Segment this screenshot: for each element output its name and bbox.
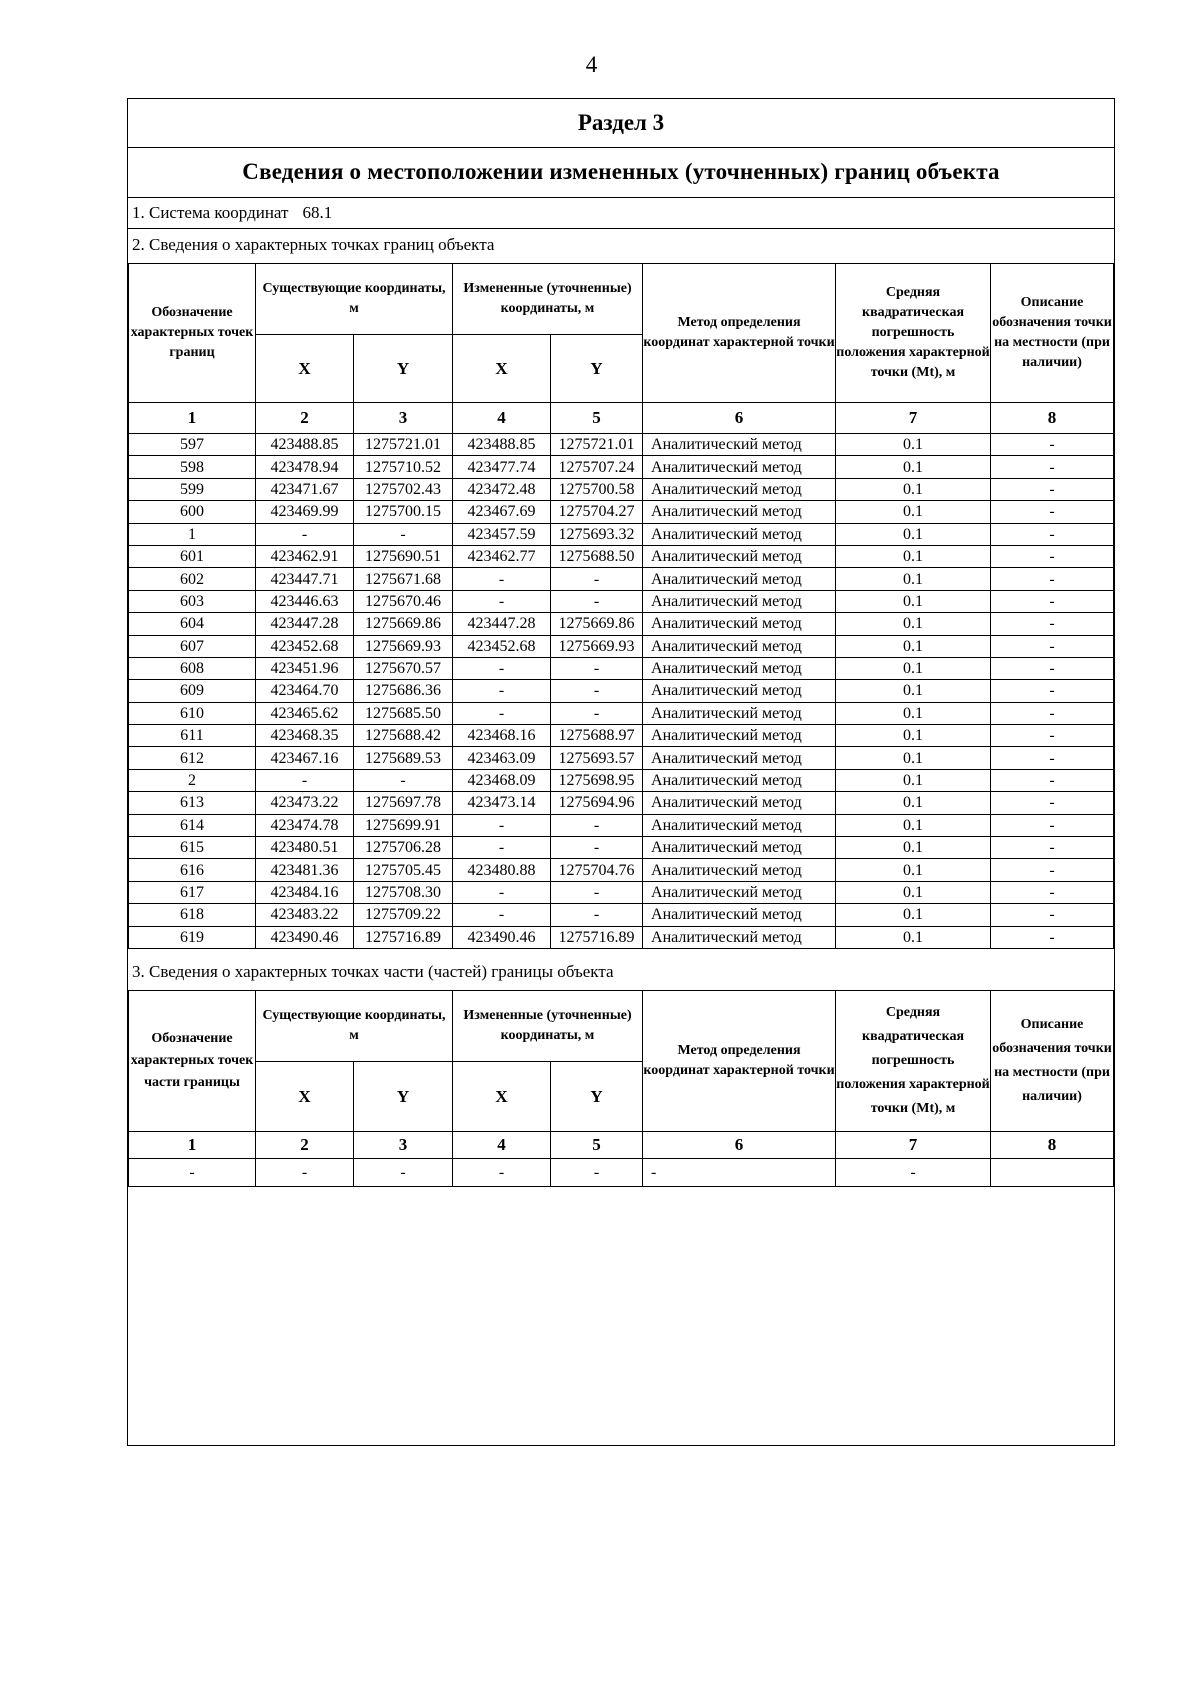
header-existing-x: X bbox=[256, 335, 354, 403]
changed-x: 423473.14 bbox=[453, 792, 551, 814]
method: Аналитический метод bbox=[643, 568, 836, 590]
changed-y: - bbox=[551, 657, 643, 679]
table-row bbox=[129, 926, 1114, 948]
table-row bbox=[129, 501, 1114, 523]
changed-x: - bbox=[453, 568, 551, 590]
existing-x: 423484.16 bbox=[256, 881, 354, 903]
point-designation: 616 bbox=[129, 859, 256, 881]
point-designation: 604 bbox=[129, 613, 256, 635]
changed-x: - bbox=[453, 837, 551, 859]
existing-x: 423446.63 bbox=[256, 590, 354, 612]
mean-error: 0.1 bbox=[836, 859, 991, 881]
point-designation: 598 bbox=[129, 456, 256, 478]
changed-y: 1275704.27 bbox=[551, 501, 643, 523]
table-row bbox=[129, 769, 1114, 791]
point-description: - bbox=[991, 837, 1114, 859]
changed-y: - bbox=[551, 904, 643, 926]
header-existing-y: Y bbox=[354, 335, 453, 403]
header-mean-error: Средняя квадратическая погрешность положения характерной точки (Mt), м bbox=[836, 991, 991, 1132]
table-row bbox=[129, 478, 1114, 500]
existing-y: 1275670.57 bbox=[354, 657, 453, 679]
section-title: Раздел 3 bbox=[128, 99, 1114, 148]
header-changed-coordinates: Измененные (уточненные) координаты, м bbox=[453, 991, 643, 1062]
column-number: 6 bbox=[643, 1132, 836, 1159]
changed-y: 1275698.95 bbox=[551, 769, 643, 791]
method: Аналитический метод bbox=[643, 747, 836, 769]
existing-y: 1275700.15 bbox=[354, 501, 453, 523]
point-designation: 1 bbox=[129, 523, 256, 545]
mean-error: 0.1 bbox=[836, 904, 991, 926]
table-row bbox=[129, 792, 1114, 814]
existing-x: 423467.16 bbox=[256, 747, 354, 769]
point-designation: 603 bbox=[129, 590, 256, 612]
method: Аналитический метод bbox=[643, 881, 836, 903]
header-description: Описание обозначения точки на местности (при наличии) bbox=[991, 264, 1114, 403]
changed-x: 423462.77 bbox=[453, 545, 551, 567]
changed-y: - bbox=[551, 837, 643, 859]
existing-x: 423468.35 bbox=[256, 725, 354, 747]
existing-x: 423481.36 bbox=[256, 859, 354, 881]
point-designation: 618 bbox=[129, 904, 256, 926]
point-description: - bbox=[991, 814, 1114, 836]
mean-error: 0.1 bbox=[836, 545, 991, 567]
point-description: - bbox=[991, 702, 1114, 724]
column-number: 2 bbox=[256, 1132, 354, 1159]
method: Аналитический метод bbox=[643, 523, 836, 545]
method: Аналитический метод bbox=[643, 657, 836, 679]
mean-error: 0.1 bbox=[836, 478, 991, 500]
changed-y: - bbox=[551, 814, 643, 836]
existing-y: 1275705.45 bbox=[354, 859, 453, 881]
mean-error: 0.1 bbox=[836, 747, 991, 769]
changed-x: 423468.16 bbox=[453, 725, 551, 747]
existing-y: 1275716.89 bbox=[354, 926, 453, 948]
changed-y: 1275721.01 bbox=[551, 434, 643, 456]
existing-y: - bbox=[354, 523, 453, 545]
changed-x: - bbox=[453, 1159, 551, 1187]
existing-y: 1275702.43 bbox=[354, 478, 453, 500]
existing-y: 1275671.68 bbox=[354, 568, 453, 590]
existing-x: 423447.71 bbox=[256, 568, 354, 590]
column-number: 6 bbox=[643, 403, 836, 434]
changed-y: - bbox=[551, 1159, 643, 1187]
method: Аналитический метод bbox=[643, 680, 836, 702]
header-changed-x: X bbox=[453, 1062, 551, 1132]
changed-x: 423457.59 bbox=[453, 523, 551, 545]
coordinate-system-label: 1. Система координат bbox=[132, 203, 289, 222]
existing-y: 1275669.86 bbox=[354, 613, 453, 635]
mean-error: - bbox=[836, 1159, 991, 1187]
header-changed-y: Y bbox=[551, 335, 643, 403]
changed-x: 423452.68 bbox=[453, 635, 551, 657]
table-row bbox=[129, 568, 1114, 590]
point-description: - bbox=[991, 635, 1114, 657]
existing-y: 1275689.53 bbox=[354, 747, 453, 769]
point-description: - bbox=[991, 926, 1114, 948]
part2-heading: 2. Сведения о характерных точках границ объекта bbox=[132, 235, 495, 254]
boundary-points-table bbox=[128, 263, 1114, 949]
existing-y: 1275669.93 bbox=[354, 635, 453, 657]
point-description: - bbox=[991, 725, 1114, 747]
table-row bbox=[129, 680, 1114, 702]
mean-error: 0.1 bbox=[836, 434, 991, 456]
table-row bbox=[129, 859, 1114, 881]
existing-y: 1275690.51 bbox=[354, 545, 453, 567]
point-description: - bbox=[991, 904, 1114, 926]
point-designation: 601 bbox=[129, 545, 256, 567]
existing-y: 1275699.91 bbox=[354, 814, 453, 836]
header-changed-x: X bbox=[453, 335, 551, 403]
table-row bbox=[129, 1159, 1114, 1187]
changed-y: 1275716.89 bbox=[551, 926, 643, 948]
method: Аналитический метод bbox=[643, 478, 836, 500]
column-number: 2 bbox=[256, 403, 354, 434]
existing-x: 423488.85 bbox=[256, 434, 354, 456]
method: Аналитический метод bbox=[643, 613, 836, 635]
changed-x: 423468.09 bbox=[453, 769, 551, 791]
point-description: - bbox=[991, 881, 1114, 903]
existing-x: 423465.62 bbox=[256, 702, 354, 724]
point-designation: 612 bbox=[129, 747, 256, 769]
existing-x: - bbox=[256, 769, 354, 791]
point-description: - bbox=[991, 478, 1114, 500]
column-number: 8 bbox=[991, 1132, 1114, 1159]
changed-x: 423447.28 bbox=[453, 613, 551, 635]
changed-y: - bbox=[551, 568, 643, 590]
method: Аналитический метод bbox=[643, 792, 836, 814]
changed-y: - bbox=[551, 881, 643, 903]
point-designation: 608 bbox=[129, 657, 256, 679]
changed-y: 1275707.24 bbox=[551, 456, 643, 478]
mean-error: 0.1 bbox=[836, 456, 991, 478]
existing-x: 423462.91 bbox=[256, 545, 354, 567]
changed-y: 1275694.96 bbox=[551, 792, 643, 814]
point-description: - bbox=[991, 501, 1114, 523]
table-row bbox=[129, 747, 1114, 769]
table-row bbox=[129, 881, 1114, 903]
table-row bbox=[129, 456, 1114, 478]
point-description: - bbox=[991, 523, 1114, 545]
header-description: Описание обозначения точки на местности (при наличии) bbox=[991, 991, 1114, 1132]
existing-x: 423469.99 bbox=[256, 501, 354, 523]
changed-y: 1275688.97 bbox=[551, 725, 643, 747]
table-row bbox=[129, 904, 1114, 926]
table-row bbox=[129, 635, 1114, 657]
mean-error: 0.1 bbox=[836, 613, 991, 635]
point-description: - bbox=[991, 590, 1114, 612]
mean-error: 0.1 bbox=[836, 837, 991, 859]
existing-x: 423480.51 bbox=[256, 837, 354, 859]
point-designation: 611 bbox=[129, 725, 256, 747]
existing-x: 423451.96 bbox=[256, 657, 354, 679]
column-number: 1 bbox=[129, 1132, 256, 1159]
section-subtitle: Сведения о местоположении измененных (уточненных) границ объекта bbox=[128, 147, 1114, 198]
changed-x: 423467.69 bbox=[453, 501, 551, 523]
method: Аналитический метод bbox=[643, 545, 836, 567]
table-row bbox=[129, 613, 1114, 635]
method: Аналитический метод bbox=[643, 859, 836, 881]
table-row bbox=[129, 702, 1114, 724]
changed-x: - bbox=[453, 680, 551, 702]
changed-x: 423463.09 bbox=[453, 747, 551, 769]
table-row bbox=[129, 657, 1114, 679]
method: Аналитический метод bbox=[643, 501, 836, 523]
existing-x: 423452.68 bbox=[256, 635, 354, 657]
point-description: - bbox=[991, 657, 1114, 679]
point-designation: 609 bbox=[129, 680, 256, 702]
existing-y: 1275670.46 bbox=[354, 590, 453, 612]
column-number: 5 bbox=[551, 1132, 643, 1159]
mean-error: 0.1 bbox=[836, 680, 991, 702]
existing-y: 1275710.52 bbox=[354, 456, 453, 478]
changed-y: - bbox=[551, 680, 643, 702]
method: - bbox=[643, 1159, 836, 1187]
changed-y: 1275688.50 bbox=[551, 545, 643, 567]
table-row bbox=[129, 590, 1114, 612]
table-row bbox=[129, 545, 1114, 567]
mean-error: 0.1 bbox=[836, 568, 991, 590]
column-number: 3 bbox=[354, 403, 453, 434]
existing-y: 1275688.42 bbox=[354, 725, 453, 747]
existing-x: 423471.67 bbox=[256, 478, 354, 500]
existing-x: - bbox=[256, 523, 354, 545]
changed-x: 423488.85 bbox=[453, 434, 551, 456]
existing-x: 423464.70 bbox=[256, 680, 354, 702]
method: Аналитический метод bbox=[643, 702, 836, 724]
point-designation: 2 bbox=[129, 769, 256, 791]
changed-y: 1275693.32 bbox=[551, 523, 643, 545]
existing-x: 423490.46 bbox=[256, 926, 354, 948]
point-description: - bbox=[991, 456, 1114, 478]
existing-x: - bbox=[256, 1159, 354, 1187]
mean-error: 0.1 bbox=[836, 657, 991, 679]
changed-x: - bbox=[453, 702, 551, 724]
header-existing-coordinates: Существующие координаты, м bbox=[256, 264, 453, 335]
mean-error: 0.1 bbox=[836, 769, 991, 791]
existing-x: 423483.22 bbox=[256, 904, 354, 926]
point-designation: 617 bbox=[129, 881, 256, 903]
point-description: - bbox=[991, 792, 1114, 814]
existing-y: 1275697.78 bbox=[354, 792, 453, 814]
mean-error: 0.1 bbox=[836, 590, 991, 612]
changed-y: 1275693.57 bbox=[551, 747, 643, 769]
changed-y: 1275704.76 bbox=[551, 859, 643, 881]
page-number: 4 bbox=[585, 52, 598, 77]
existing-x: 423474.78 bbox=[256, 814, 354, 836]
existing-y: 1275708.30 bbox=[354, 881, 453, 903]
point-description: - bbox=[991, 545, 1114, 567]
point-designation: 615 bbox=[129, 837, 256, 859]
existing-y: 1275685.50 bbox=[354, 702, 453, 724]
existing-y: 1275721.01 bbox=[354, 434, 453, 456]
changed-y: 1275700.58 bbox=[551, 478, 643, 500]
column-number: 8 bbox=[991, 403, 1114, 434]
mean-error: 0.1 bbox=[836, 926, 991, 948]
coordinate-system-row bbox=[128, 197, 1114, 229]
mean-error: 0.1 bbox=[836, 814, 991, 836]
header-method: Метод определения координат характерной точки bbox=[643, 264, 836, 403]
mean-error: 0.1 bbox=[836, 792, 991, 814]
method: Аналитический метод bbox=[643, 769, 836, 791]
existing-y: - bbox=[354, 1159, 453, 1187]
changed-x: - bbox=[453, 590, 551, 612]
existing-y: - bbox=[354, 769, 453, 791]
method: Аналитический метод bbox=[643, 590, 836, 612]
column-number: 7 bbox=[836, 403, 991, 434]
header-designation: Обозначение характерных точек границ bbox=[129, 264, 256, 403]
changed-x: 423480.88 bbox=[453, 859, 551, 881]
existing-y: 1275706.28 bbox=[354, 837, 453, 859]
part-boundary-points-body bbox=[129, 1159, 1114, 1187]
table-row bbox=[129, 814, 1114, 836]
method: Аналитический метод bbox=[643, 725, 836, 747]
method: Аналитический метод bbox=[643, 904, 836, 926]
point-designation: 614 bbox=[129, 814, 256, 836]
mean-error: 0.1 bbox=[836, 702, 991, 724]
changed-x: - bbox=[453, 657, 551, 679]
point-designation: 597 bbox=[129, 434, 256, 456]
point-designation: 619 bbox=[129, 926, 256, 948]
header-mean-error: Средняя квадратическая погрешность положения характерной точки (Mt), м bbox=[836, 264, 991, 403]
changed-y: - bbox=[551, 590, 643, 612]
header-existing-coordinates: Существующие координаты, м bbox=[256, 991, 453, 1062]
point-designation: 610 bbox=[129, 702, 256, 724]
header-existing-x: X bbox=[256, 1062, 354, 1132]
point-description: - bbox=[991, 769, 1114, 791]
method: Аналитический метод bbox=[643, 434, 836, 456]
header-method: Метод определения координат характерной точки bbox=[643, 991, 836, 1132]
method: Аналитический метод bbox=[643, 456, 836, 478]
point-designation: 613 bbox=[129, 792, 256, 814]
header-changed-y: Y bbox=[551, 1062, 643, 1132]
point-designation: - bbox=[129, 1159, 256, 1187]
point-description: - bbox=[991, 747, 1114, 769]
column-number: 4 bbox=[453, 403, 551, 434]
existing-x: 423478.94 bbox=[256, 456, 354, 478]
changed-y: 1275669.86 bbox=[551, 613, 643, 635]
point-designation: 602 bbox=[129, 568, 256, 590]
column-number: 7 bbox=[836, 1132, 991, 1159]
changed-x: - bbox=[453, 881, 551, 903]
method: Аналитический метод bbox=[643, 926, 836, 948]
changed-x: 423490.46 bbox=[453, 926, 551, 948]
header-changed-coordinates: Измененные (уточненные) координаты, м bbox=[453, 264, 643, 335]
part3-heading: 3. Сведения о характерных точках части (частей) границы объекта bbox=[132, 962, 614, 981]
column-number: 3 bbox=[354, 1132, 453, 1159]
method: Аналитический метод bbox=[643, 837, 836, 859]
point-description: - bbox=[991, 680, 1114, 702]
existing-y: 1275709.22 bbox=[354, 904, 453, 926]
table-row bbox=[129, 837, 1114, 859]
existing-x: 423447.28 bbox=[256, 613, 354, 635]
header-existing-y: Y bbox=[354, 1062, 453, 1132]
mean-error: 0.1 bbox=[836, 881, 991, 903]
boundary-points-body bbox=[129, 434, 1114, 949]
part-boundary-points-table bbox=[128, 990, 1114, 1187]
table-row bbox=[129, 523, 1114, 545]
point-description: - bbox=[991, 859, 1114, 881]
changed-x: 423477.74 bbox=[453, 456, 551, 478]
column-number: 1 bbox=[129, 403, 256, 434]
point-description: - bbox=[991, 613, 1114, 635]
changed-x: - bbox=[453, 814, 551, 836]
changed-y: - bbox=[551, 702, 643, 724]
mean-error: 0.1 bbox=[836, 523, 991, 545]
existing-y: 1275686.36 bbox=[354, 680, 453, 702]
method: Аналитический метод bbox=[643, 814, 836, 836]
changed-x: - bbox=[453, 904, 551, 926]
point-designation: 600 bbox=[129, 501, 256, 523]
changed-x: 423472.48 bbox=[453, 478, 551, 500]
existing-x: 423473.22 bbox=[256, 792, 354, 814]
mean-error: 0.1 bbox=[836, 501, 991, 523]
column-number: 5 bbox=[551, 403, 643, 434]
point-designation: 599 bbox=[129, 478, 256, 500]
mean-error: 0.1 bbox=[836, 635, 991, 657]
changed-y: 1275669.93 bbox=[551, 635, 643, 657]
table-row bbox=[129, 434, 1114, 456]
point-designation: 607 bbox=[129, 635, 256, 657]
point-description bbox=[991, 1159, 1114, 1187]
mean-error: 0.1 bbox=[836, 725, 991, 747]
column-number: 4 bbox=[453, 1132, 551, 1159]
coordinate-system-value: 68.1 bbox=[302, 203, 333, 222]
method: Аналитический метод bbox=[643, 635, 836, 657]
table-row bbox=[129, 725, 1114, 747]
point-description: - bbox=[991, 434, 1114, 456]
header-designation: Обозначение характерных точек части границы bbox=[129, 991, 256, 1132]
document-frame bbox=[127, 98, 1115, 1446]
point-description: - bbox=[991, 568, 1114, 590]
